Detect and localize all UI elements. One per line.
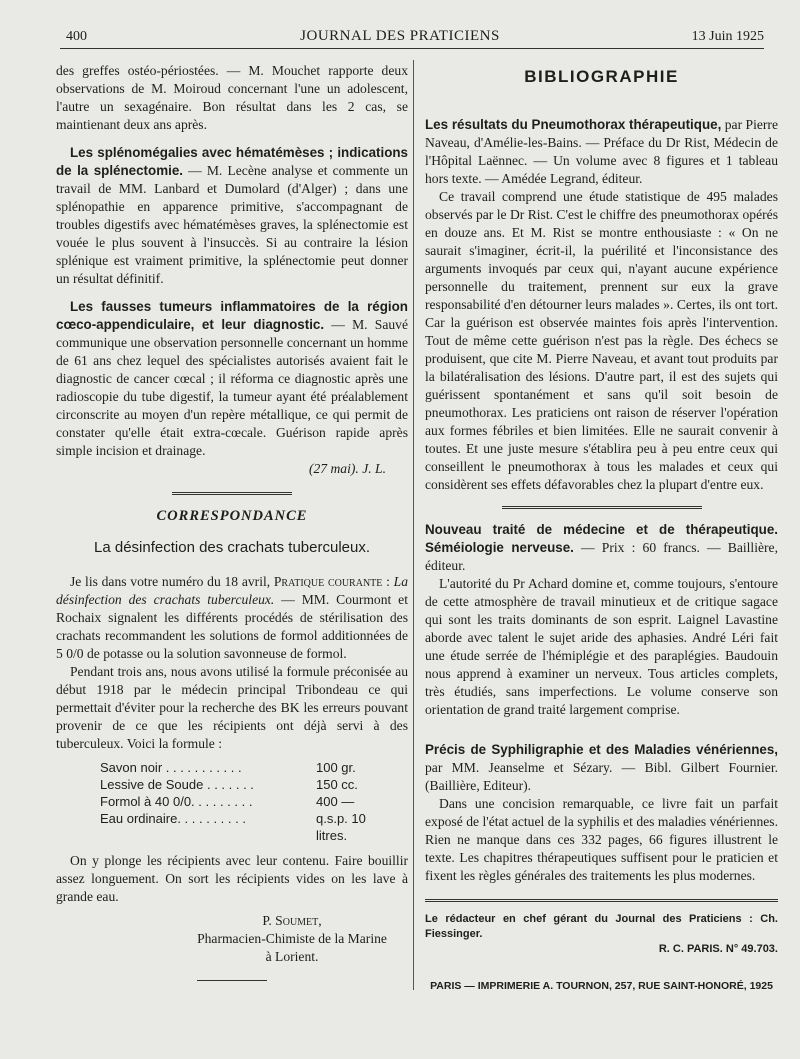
page-number: 400 [66, 29, 87, 44]
registry-number: R. C. PARIS. N° 49.703. [658, 943, 778, 955]
letter-signature [176, 912, 408, 966]
formula-row [100, 759, 400, 776]
footer-rule [425, 899, 778, 902]
issue-date: 13 Juin 1925 [691, 29, 764, 44]
article-title: La désinfection des crachats tuberculeux. [94, 539, 370, 556]
left-column [56, 62, 408, 981]
formula-quantity: 150 cc. [316, 777, 358, 792]
formula-row [100, 810, 400, 844]
book-3-reference: Précis de Syphiligraphie et des Maladies vénériennes, par MM. Jeanselme et Sézary. — Bibl. Gilbert Fournier. (Baillière, Editeur). [425, 742, 778, 793]
formula-quantity: 400 — [316, 794, 355, 809]
formula-ingredient: Formol à 40 0/0. . . . . . . . . [100, 794, 253, 809]
book-1-review: Ce travail comprend une étude statistique de 495 malades observés par le Dr Rist. C'est le chiffre des pneumothorax opérés en douze ans. Et M. Rist se montre enthousiaste : « On ne saurait s'imaginer, écrit-il, la puérilité et l'inconsistance des arguments invoqués par ceux qui, n'ayant aucune expérience personnelle du traitement, prennent sur eux la grave responsabilité d'en détourner leurs malades ». Certes, ils ont tort. Car la guérison est observée maintes fois après l'intervention. Tout de même cette guérison n'est pas la règle. Des échecs se produisent, que cite M. Pierre Naveau, et avant tout produits par la bilatéralisation des lésions. D'autre part, il est des sujets qui guérissent spontanément et sans qu'il soit besoin de pneumothorax. Les praticiens ont raison de réserver l'opération aux formes fébriles et bien limitées. Elle ne saurait convenir à toutes. Et une juste mesure s'établira peu à peu entre ceux qui conseillent le pneumothorax à tous les malades et ceux qui considèrent ses effets défavorables chez la plupart d'entre eux. [425, 189, 778, 492]
formula-row [100, 793, 400, 810]
book-2-review: L'autorité du Pr Achard domine et, comme toujours, s'entoure de cette atmosphère de travail minutieux et de critique sagace qui sont les traits dominants de son esprit. Laignel Lavastine aborde avec talent le sujet aride des aphasies. André Léri fait une étude serrée de l'hémiplégie et des paraplégies. Baudouin nous apprend à examiner un nerveux. Tous articles complets, très étudiés, sans imperfections. Le volume conserve son orientation de grand traité largement comprise. [425, 576, 778, 717]
paragraph-splenomegalies: Les splénomégalies avec hématémèses ; indications de la splénectomie. — M. Lecène analyse et commente un travail de MM. Lanbard et Dumolard (d'Alger) ; dans une splénopathie en apparence primitive, s'accompagnant de troubles digestifs avec hématémèses graves, la splénectomie est vouée le plus souvent à l'insuccès. Si au contraire la lésion splénique est vraiment primitive, la splénectomie peut donner un résultat définitif. [56, 145, 408, 286]
formula-quantity: 100 gr. [316, 760, 356, 775]
signature-role: Pharmacien-Chimiste de la Marine [197, 931, 387, 946]
paragraph-letter-2: Pendant trois ans, nous avons utilisé la formule préconisée au début 1918 par le médecin principal Tribondeau ce qui permettait d'éviter pour la recherche des BK les erreurs pouvant provenir de ce que les récipients ont déjà servi à des tuberculeux. Voici la formule : [56, 664, 408, 751]
paragraph-fausses-tumeurs: Les fausses tumeurs inflammatoires de la région cœco-appendiculaire, et leur diagnostic. — M. Sauvé communique une observation personnelle concernant un homme de 61 ans chez lequel des spécialistes autorisés avaient fait le diagnostic de cancer cœcal ; il réforma ce diagnostic après une radioscopie du tube digestif, la tumeur ayant été préalablement circonscrite au moyen d'un repère métallique, ce qui permit de constater qu'elle était extra-cœcale. Guérison rapide après simple incision et drainage. [56, 299, 408, 458]
formula-ingredient: Lessive de Soude . . . . . . . [100, 777, 254, 792]
signature-jl: (27 mai). J. L. [308, 461, 386, 476]
editor-credit: Le rédacteur en chef gérant du Journal des Praticiens : Ch. Fiessinger. R. C. PARIS. N° 49.703. [425, 913, 778, 955]
paragraph-letter-3: On y plonge les récipients avec leur contenu. Faire bouillir assez longuement. On sort les récipients vides on les lave à grande eau. [56, 853, 408, 904]
review-separator-1 [502, 506, 702, 509]
formula-table [100, 759, 400, 844]
column-divider [413, 60, 414, 990]
printer-imprint: PARIS — IMPRIMERIE A. TOURNON, 257, RUE SAINT-HONORÉ, 1925 [430, 980, 773, 992]
section-separator [172, 492, 292, 495]
right-column [425, 62, 778, 995]
formula-ingredient: Eau ordinaire. . . . . . . . . . [100, 811, 246, 826]
book-1-title: Les résultats du Pneumothorax thérapeutique, [425, 117, 722, 132]
book-1-reference: Les résultats du Pneumothorax thérapeutique, par Pierre Naveau, d'Amélie-les-Bains. — Préface du Dr Rist, Médecin de l'Hôpital Laënnec. — Un volume avec 8 figures et 1 tableau hors texte. — Amédée Legrand, éditeur. [425, 117, 778, 186]
book-2-reference: Nouveau traité de médecine et de thérapeutique. Séméiologie nerveuse. — Prix : 60 francs. — Baillière, éditeur. [425, 522, 778, 573]
book-2-title: Nouveau traité de médecine et de thérapeutique. Séméiologie nerveuse. [425, 522, 778, 555]
paragraph-letter-1: Je lis dans votre numéro du 18 avril, Pratique courante : La désinfection des crachats tuberculeux. — MM. Courmont et Rochaix signalent les différents procédés de stérilisation des crachats recommandent les solutions de formol additionnées de 5 0/0 de potasse ou la solution savonneuse de formol. [56, 574, 408, 661]
book-3-title: Précis de Syphiligraphie et des Maladies vénériennes, [425, 742, 778, 757]
heading-splenomegalies: Les splénomégalies avec hématémèses ; indications de la splénectomie. [56, 145, 408, 178]
signature-place: à Lorient. [265, 949, 319, 964]
formula-row [100, 776, 400, 793]
journal-title: JOURNAL DES PRATICIENS [300, 28, 500, 44]
header-rule [60, 48, 764, 49]
end-rule [197, 980, 267, 981]
formula-ingredient: Savon noir . . . . . . . . . . . [100, 760, 242, 775]
book-3-review: Dans une concision remarquable, ce livre fait un parfait exposé de l'état actuel de la syphilis et des maladies vénériennes. Rien ne manque dans ces 332 pages, 66 figures illustrent le texte. Les chapitres thérapeutiques suffisent pour le praticien et fixent les règles générales des traitements les plus modernes. [425, 796, 778, 883]
section-title-bibliographie: BIBLIOGRAPHIE [524, 67, 679, 86]
paragraph-greffes: des greffes ostéo-périostées. — M. Mouchet rapporte deux observations de M. Moiroud concernant l'une un adolescent, l'autre un sexagénaire. Bon résultat dans les 2 cas, se maintienant deux ans après. [56, 63, 408, 132]
heading-fausses-tumeurs: Les fausses tumeurs inflammatoires de la région cœco-appendiculaire, et leur diagnostic. [56, 299, 408, 332]
section-title-correspondance: CORRESPONDANCE [156, 508, 308, 524]
signature-name: P. Soumet, [262, 913, 322, 928]
formula-quantity: q.s.p. 10 litres. [316, 811, 366, 843]
